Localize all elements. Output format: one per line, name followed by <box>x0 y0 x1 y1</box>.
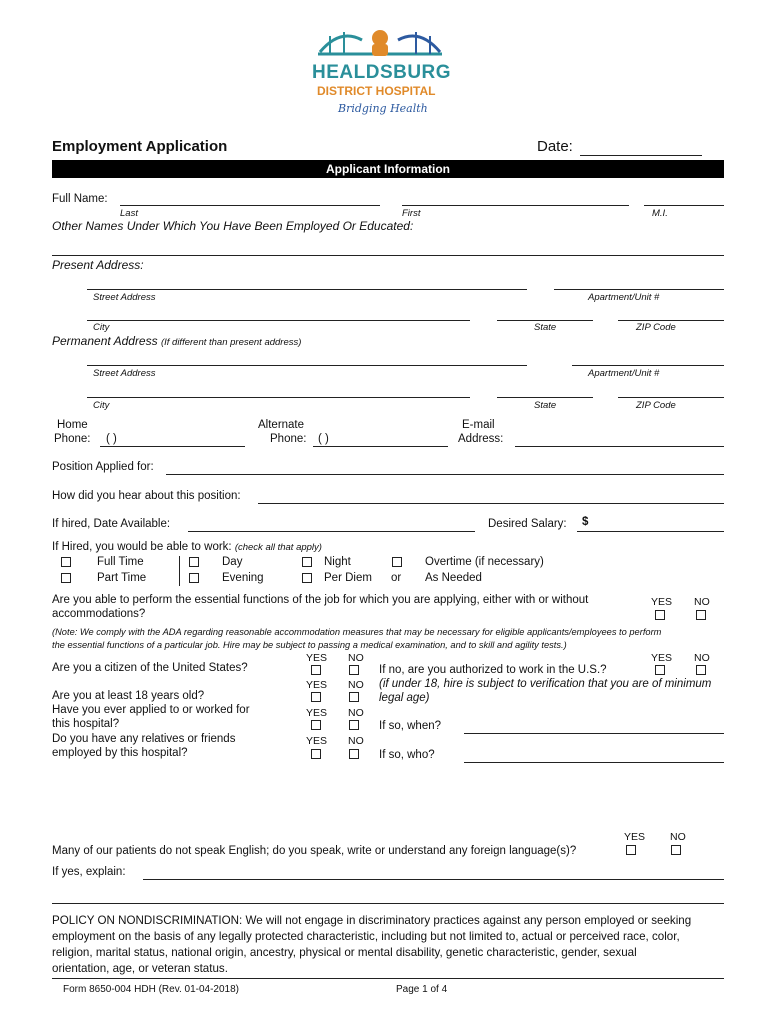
authorized-note-line2: legal age) <box>379 692 430 704</box>
citizen-no-checkbox[interactable] <box>349 665 359 675</box>
present-zip-caption: ZIP Code <box>636 322 676 333</box>
applied-no-checkbox[interactable] <box>349 720 359 730</box>
who-label: If so, who? <box>379 749 435 761</box>
who-field[interactable] <box>464 762 724 763</box>
first-caption: First <box>402 208 421 219</box>
permanent-address-note: (If different than present address) <box>160 337 302 348</box>
hospital-logo <box>300 22 460 122</box>
explain-label: If yes, explain: <box>52 866 126 878</box>
home-phone-area: ( ) <box>106 433 117 445</box>
language-yes-checkbox[interactable] <box>626 845 636 855</box>
alt-phone-label1: Alternate <box>258 419 305 431</box>
desired-salary-label: Desired Salary: <box>488 518 567 530</box>
applied-yes-label: YES <box>306 707 328 719</box>
language-question: Many of our patients do not speak English; do you speak, write or understand any foreign language(s)? <box>52 845 577 857</box>
permanent-city-caption: City <box>93 400 110 411</box>
last-name-field[interactable] <box>120 205 380 206</box>
essential-no-checkbox[interactable] <box>696 610 706 620</box>
relatives-yes-checkbox[interactable] <box>311 749 321 759</box>
permanent-street-field[interactable] <box>87 365 527 366</box>
essential-yes-label: YES <box>651 596 673 608</box>
alt-phone-area: ( ) <box>318 433 329 445</box>
relatives-no-checkbox[interactable] <box>349 749 359 759</box>
evening-checkbox[interactable] <box>189 573 199 583</box>
permanent-street-caption: Street Address <box>93 368 156 379</box>
night-label: Night <box>324 556 351 568</box>
applied-question-line1: Have you ever applied to or worked for <box>52 704 250 716</box>
other-names-field[interactable] <box>52 255 724 256</box>
age-question: Are you at least 18 years old? <box>52 690 205 702</box>
availability-hint: (check all that apply) <box>234 542 322 553</box>
language-yes-label: YES <box>624 831 646 843</box>
citizen-no-label: NO <box>348 652 364 664</box>
availability-question-text: If Hired, you would be able to work: <box>52 541 232 553</box>
age-yes-label: YES <box>306 679 328 691</box>
bridge-icon <box>300 22 460 62</box>
policy-line3: religion, marital status, national origin, ancestry, physical or mental disability, genetic characteristic, gender, sexual <box>52 946 637 959</box>
email-label1: E-mail <box>462 419 495 431</box>
alt-phone-label2: Phone: <box>270 433 307 445</box>
permanent-apt-caption: Apartment/Unit # <box>588 368 660 379</box>
mi-caption: M.I. <box>652 208 668 219</box>
first-name-field[interactable] <box>402 205 629 206</box>
logo-tagline: Bridging Health <box>338 102 428 115</box>
policy-line1: POLICY ON NONDISCRIMINATION: We will not engage in discriminatory practices against any person employed or seeking <box>52 914 692 927</box>
dollar-sign: $ <box>582 516 589 528</box>
age-no-checkbox[interactable] <box>349 692 359 702</box>
present-zip-field[interactable] <box>618 320 724 321</box>
permanent-state-caption: State <box>534 400 557 411</box>
part-time-label: Part Time <box>97 572 147 584</box>
present-street-field[interactable] <box>87 289 527 290</box>
when-label: If so, when? <box>379 720 442 732</box>
policy-text <box>52 913 724 977</box>
essential-no-label: NO <box>694 596 710 608</box>
citizen-yes-label: YES <box>306 652 328 664</box>
full-time-checkbox[interactable] <box>61 557 71 567</box>
present-street-caption: Street Address <box>93 292 156 303</box>
authorized-note-line1: (if under 18, hire is subject to verification that you are of minimum <box>379 678 712 690</box>
relatives-no-label: NO <box>348 735 364 747</box>
authorized-yes-label: YES <box>651 652 673 664</box>
availability-question <box>52 541 322 553</box>
relatives-question-line2: employed by this hospital? <box>52 747 188 759</box>
form-title: Employment Application <box>52 138 228 155</box>
authorized-no-checkbox[interactable] <box>696 665 706 675</box>
position-applied-field[interactable] <box>166 474 724 475</box>
home-phone-label2: Phone: <box>54 433 91 445</box>
per-diem-checkbox[interactable] <box>302 573 312 583</box>
policy-bottom-rule <box>52 978 724 979</box>
desired-salary-field[interactable] <box>577 531 724 532</box>
date-field[interactable] <box>580 155 702 156</box>
as-needed-label: As Needed <box>425 572 482 584</box>
present-apt-caption: Apartment/Unit # <box>588 292 660 303</box>
alt-phone-field[interactable] <box>313 446 448 447</box>
age-yes-checkbox[interactable] <box>311 692 321 702</box>
permanent-address-title: Permanent Address <box>52 334 158 348</box>
explain-field[interactable] <box>143 879 724 880</box>
applicant-information-bar: Applicant Information <box>52 160 724 178</box>
page-number: Page 1 of 4 <box>396 984 448 995</box>
day-label: Day <box>222 556 243 568</box>
heard-about-field[interactable] <box>258 503 724 504</box>
present-apt-field[interactable] <box>554 289 724 290</box>
position-applied-label: Position Applied for: <box>52 461 154 473</box>
heard-about-label: How did you hear about this position: <box>52 490 241 502</box>
permanent-state-field[interactable] <box>497 397 593 398</box>
date-label: Date: <box>537 138 573 155</box>
logo-line2: DISTRICT HOSPITAL <box>317 84 436 98</box>
policy-line4: orientation, age, or veteran status. <box>52 962 228 975</box>
citizen-yes-checkbox[interactable] <box>311 665 321 675</box>
permanent-zip-field[interactable] <box>618 397 724 398</box>
policy-line2: employment on the basis of any legally protected characteristic, including but not limited to, actual or perceived race, color, <box>52 930 680 943</box>
or-label: or <box>391 572 402 584</box>
date-available-field[interactable] <box>188 531 475 532</box>
language-no-label: NO <box>670 831 686 843</box>
date-available-label: If hired, Date Available: <box>52 518 171 530</box>
present-state-caption: State <box>534 322 557 333</box>
day-checkbox[interactable] <box>189 557 199 567</box>
overtime-label: Overtime (if necessary) <box>425 556 544 568</box>
present-city-caption: City <box>93 322 110 333</box>
ada-note-line1: (Note: We comply with the ADA regarding reasonable accommodation measures that may be necessary for eligible applicants/employees to perform <box>52 627 662 637</box>
authorized-question: If no, are you authorized to work in the U.S.? <box>379 664 607 676</box>
policy-top-rule <box>52 903 724 904</box>
essential-yes-checkbox[interactable] <box>655 610 665 620</box>
present-city-field[interactable] <box>87 320 470 321</box>
permanent-address-label <box>52 334 301 348</box>
availability-divider <box>179 556 180 586</box>
essential-question-line2: accommodations? <box>52 608 146 620</box>
logo-line1: HEALDSBURG <box>312 62 452 83</box>
per-diem-label: Per Diem <box>324 572 372 584</box>
home-phone-label1: Home <box>57 419 88 431</box>
applied-question-line2: this hospital? <box>52 718 120 730</box>
ada-note-line2: the essential functions of a particular job. Hire may be subject to passing a medical examination, and to skill and agility tests.) <box>52 640 567 650</box>
authorized-no-label: NO <box>694 652 710 664</box>
evening-label: Evening <box>222 572 264 584</box>
present-address-label: Present Address: <box>52 258 144 272</box>
email-label2: Address: <box>458 433 504 445</box>
overtime-checkbox[interactable] <box>392 557 402 567</box>
night-checkbox[interactable] <box>302 557 312 567</box>
last-caption: Last <box>120 208 138 219</box>
age-no-label: NO <box>348 679 364 691</box>
home-phone-field[interactable] <box>100 446 245 447</box>
permanent-zip-caption: ZIP Code <box>636 400 676 411</box>
form-number: Form 8650-004 HDH (Rev. 01-04-2018) <box>63 984 240 995</box>
relatives-question-line1: Do you have any relatives or friends <box>52 733 236 745</box>
other-names-label: Other Names Under Which You Have Been Employed Or Educated: <box>52 219 414 233</box>
relatives-yes-label: YES <box>306 735 328 747</box>
permanent-city-field[interactable] <box>87 397 470 398</box>
email-field[interactable] <box>515 446 724 447</box>
language-no-checkbox[interactable] <box>671 845 681 855</box>
when-field[interactable] <box>464 733 724 734</box>
authorized-yes-checkbox[interactable] <box>655 665 665 675</box>
applied-no-label: NO <box>348 707 364 719</box>
applied-yes-checkbox[interactable] <box>311 720 321 730</box>
present-state-field[interactable] <box>497 320 593 321</box>
mi-field[interactable] <box>644 205 724 206</box>
part-time-checkbox[interactable] <box>61 573 71 583</box>
permanent-apt-field[interactable] <box>572 365 724 366</box>
full-name-label: Full Name: <box>52 193 108 205</box>
citizen-question: Are you a citizen of the United States? <box>52 662 248 674</box>
full-time-label: Full Time <box>97 556 144 568</box>
essential-question-line1: Are you able to perform the essential functions of the job for which you are applying, either with or without <box>52 594 589 606</box>
